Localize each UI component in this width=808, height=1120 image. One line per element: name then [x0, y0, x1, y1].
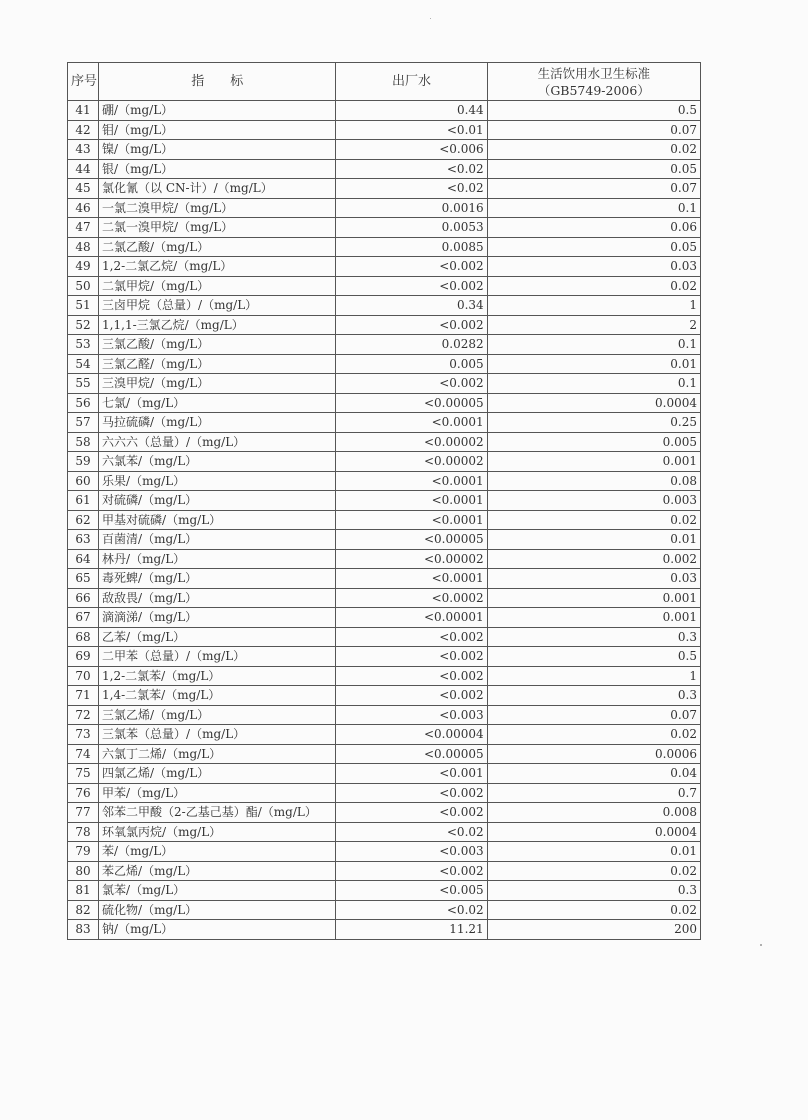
row-number: 81 [68, 881, 99, 901]
outlet-value: <0.00002 [336, 432, 487, 452]
table-row [68, 666, 701, 686]
standard-limit: 0.02 [487, 510, 700, 530]
outlet-value: <0.01 [336, 120, 487, 140]
row-number: 68 [68, 627, 99, 647]
table-row [68, 374, 701, 394]
table-header-row [68, 63, 701, 101]
indicator-name: 钠/（mg/L） [99, 920, 336, 940]
standard-limit: 0.01 [487, 354, 700, 374]
table-row [68, 510, 701, 530]
outlet-value: 11.21 [336, 920, 487, 940]
row-number: 71 [68, 686, 99, 706]
table-row [68, 588, 701, 608]
row-number: 73 [68, 725, 99, 745]
standard-limit: 0.06 [487, 218, 700, 238]
standard-limit: 0.02 [487, 140, 700, 160]
row-number: 78 [68, 822, 99, 842]
outlet-value: 0.0282 [336, 335, 487, 355]
table-row [68, 822, 701, 842]
indicator-name: 二甲苯（总量）/（mg/L） [99, 647, 336, 667]
row-number: 69 [68, 647, 99, 667]
outlet-value: <0.00005 [336, 393, 487, 413]
outlet-value: <0.00005 [336, 530, 487, 550]
table-row [68, 432, 701, 452]
standard-limit: 0.001 [487, 588, 700, 608]
row-number: 55 [68, 374, 99, 394]
indicator-name: 七氯/（mg/L） [99, 393, 336, 413]
outlet-value: <0.002 [336, 627, 487, 647]
row-number: 80 [68, 861, 99, 881]
standard-limit: 0.05 [487, 237, 700, 257]
indicator-name: 镍/（mg/L） [99, 140, 336, 160]
indicator-name: 邻苯二甲酸（2-乙基己基）酯/（mg/L） [99, 803, 336, 823]
table-row [68, 627, 701, 647]
row-number: 44 [68, 159, 99, 179]
table-row [68, 608, 701, 628]
outlet-value: <0.005 [336, 881, 487, 901]
table-row [68, 101, 701, 121]
standard-limit: 0.04 [487, 764, 700, 784]
row-number: 52 [68, 315, 99, 335]
outlet-value: <0.002 [336, 803, 487, 823]
row-number: 70 [68, 666, 99, 686]
indicator-name: 硫化物/（mg/L） [99, 900, 336, 920]
table-row [68, 764, 701, 784]
row-number: 41 [68, 101, 99, 121]
table-row [68, 842, 701, 862]
indicator-name: 苯/（mg/L） [99, 842, 336, 862]
scan-speck [760, 944, 762, 946]
row-number: 45 [68, 179, 99, 199]
standard-limit: 0.07 [487, 705, 700, 725]
table-row [68, 159, 701, 179]
table-row [68, 315, 701, 335]
standard-limit: 0.0004 [487, 822, 700, 842]
standard-limit: 0.003 [487, 491, 700, 511]
row-number: 64 [68, 549, 99, 569]
indicator-name: 六六六（总量）/（mg/L） [99, 432, 336, 452]
outlet-value: <0.0001 [336, 569, 487, 589]
outlet-value: <0.00005 [336, 744, 487, 764]
table-row [68, 491, 701, 511]
indicator-name: 四氯乙烯/（mg/L） [99, 764, 336, 784]
standard-limit: 0.3 [487, 686, 700, 706]
outlet-value: <0.00004 [336, 725, 487, 745]
table-row [68, 569, 701, 589]
table-row [68, 198, 701, 218]
outlet-value: <0.002 [336, 374, 487, 394]
row-number: 46 [68, 198, 99, 218]
outlet-value: <0.0001 [336, 491, 487, 511]
row-number: 83 [68, 920, 99, 940]
indicator-name: 百菌清/（mg/L） [99, 530, 336, 550]
outlet-value: 0.34 [336, 296, 487, 316]
indicator-name: 敌敌畏/（mg/L） [99, 588, 336, 608]
indicator-name: 一氯二溴甲烷/（mg/L） [99, 198, 336, 218]
outlet-value: <0.002 [336, 647, 487, 667]
table-row [68, 471, 701, 491]
indicator-name: 甲苯/（mg/L） [99, 783, 336, 803]
indicator-name: 乙苯/（mg/L） [99, 627, 336, 647]
row-number: 56 [68, 393, 99, 413]
outlet-value: <0.003 [336, 842, 487, 862]
indicator-name: 1,4-二氯苯/（mg/L） [99, 686, 336, 706]
standard-limit: 0.02 [487, 861, 700, 881]
table-row [68, 179, 701, 199]
row-number: 50 [68, 276, 99, 296]
table-row [68, 725, 701, 745]
row-number: 61 [68, 491, 99, 511]
table-row [68, 744, 701, 764]
table-row [68, 530, 701, 550]
row-number: 49 [68, 257, 99, 277]
indicator-name: 1,2-二氯乙烷/（mg/L） [99, 257, 336, 277]
standard-limit: 1 [487, 296, 700, 316]
indicator-name: 钼/（mg/L） [99, 120, 336, 140]
indicator-name: 苯乙烯/（mg/L） [99, 861, 336, 881]
outlet-value: 0.44 [336, 101, 487, 121]
standard-limit: 0.05 [487, 159, 700, 179]
table-row [68, 920, 701, 940]
outlet-value: <0.002 [336, 315, 487, 335]
table-row [68, 647, 701, 667]
outlet-value: <0.002 [336, 686, 487, 706]
indicator-name: 马拉硫磷/（mg/L） [99, 413, 336, 433]
table-row [68, 686, 701, 706]
standard-limit: 2 [487, 315, 700, 335]
row-number: 59 [68, 452, 99, 472]
indicator-name: 氯苯/（mg/L） [99, 881, 336, 901]
standard-limit: 0.001 [487, 608, 700, 628]
table-row [68, 803, 701, 823]
indicator-name: 二氯一溴甲烷/（mg/L） [99, 218, 336, 238]
row-number: 74 [68, 744, 99, 764]
header-outlet-water: 出厂水 [336, 63, 487, 101]
row-number: 67 [68, 608, 99, 628]
outlet-value: 0.0053 [336, 218, 487, 238]
table-row [68, 296, 701, 316]
header-standard [487, 63, 700, 101]
standard-limit: 200 [487, 920, 700, 940]
row-number: 75 [68, 764, 99, 784]
standard-limit: 0.07 [487, 179, 700, 199]
table-row [68, 783, 701, 803]
row-number: 72 [68, 705, 99, 725]
table-row [68, 393, 701, 413]
outlet-value: <0.00002 [336, 452, 487, 472]
standard-limit: 0.07 [487, 120, 700, 140]
outlet-value: 0.0085 [336, 237, 487, 257]
water-quality-table [67, 62, 701, 940]
outlet-value: <0.002 [336, 276, 487, 296]
indicator-name: 环氧氯丙烷/（mg/L） [99, 822, 336, 842]
standard-limit: 0.02 [487, 900, 700, 920]
indicator-name: 二氯乙酸/（mg/L） [99, 237, 336, 257]
outlet-value: <0.002 [336, 861, 487, 881]
table-row [68, 237, 701, 257]
standard-limit: 0.01 [487, 842, 700, 862]
standard-limit: 0.25 [487, 413, 700, 433]
indicator-name: 乐果/（mg/L） [99, 471, 336, 491]
outlet-value: <0.02 [336, 159, 487, 179]
outlet-value: <0.0001 [336, 413, 487, 433]
row-number: 48 [68, 237, 99, 257]
row-number: 54 [68, 354, 99, 374]
standard-limit: 0.008 [487, 803, 700, 823]
table-row [68, 257, 701, 277]
indicator-name: 三氯苯（总量）/（mg/L） [99, 725, 336, 745]
row-number: 62 [68, 510, 99, 530]
indicator-name: 1,2-二氯苯/（mg/L） [99, 666, 336, 686]
standard-limit: 0.005 [487, 432, 700, 452]
standard-limit: 0.08 [487, 471, 700, 491]
outlet-value: <0.0002 [336, 588, 487, 608]
row-number: 60 [68, 471, 99, 491]
row-number: 58 [68, 432, 99, 452]
table-row [68, 218, 701, 238]
standard-limit: 0.001 [487, 452, 700, 472]
row-number: 57 [68, 413, 99, 433]
standard-limit: 0.03 [487, 569, 700, 589]
header-indicator: 指 标 [99, 63, 336, 101]
indicator-name: 三氯乙醛/（mg/L） [99, 354, 336, 374]
standard-limit: 0.5 [487, 647, 700, 667]
indicator-name: 三氯乙烯/（mg/L） [99, 705, 336, 725]
standard-limit: 0.0004 [487, 393, 700, 413]
indicator-name: 滴滴涕/（mg/L） [99, 608, 336, 628]
table-row [68, 881, 701, 901]
outlet-value: <0.00001 [336, 608, 487, 628]
indicator-name: 1,1,1-三氯乙烷/（mg/L） [99, 315, 336, 335]
header-standard-code: （GB5749-2006） [537, 82, 650, 98]
indicator-name: 三卤甲烷（总量）/（mg/L） [99, 296, 336, 316]
table-row [68, 705, 701, 725]
outlet-value: <0.002 [336, 257, 487, 277]
table-row [68, 140, 701, 160]
indicator-name: 甲基对硫磷/（mg/L） [99, 510, 336, 530]
standard-limit: 0.002 [487, 549, 700, 569]
row-number: 79 [68, 842, 99, 862]
table-row [68, 335, 701, 355]
table-row [68, 276, 701, 296]
outlet-value: <0.002 [336, 783, 487, 803]
indicator-name: 六氯苯/（mg/L） [99, 452, 336, 472]
table-row [68, 861, 701, 881]
standard-limit: 0.03 [487, 257, 700, 277]
table-row [68, 413, 701, 433]
standard-limit: 0.1 [487, 335, 700, 355]
row-number: 43 [68, 140, 99, 160]
indicator-name: 银/（mg/L） [99, 159, 336, 179]
header-standard-title: 生活饮用水卫生标准 [537, 65, 651, 81]
row-number: 51 [68, 296, 99, 316]
indicator-name: 对硫磷/（mg/L） [99, 491, 336, 511]
row-number: 53 [68, 335, 99, 355]
standard-limit: 0.02 [487, 725, 700, 745]
outlet-value: <0.02 [336, 179, 487, 199]
standard-limit: 0.3 [487, 881, 700, 901]
outlet-value: <0.00002 [336, 549, 487, 569]
standard-limit: 0.1 [487, 198, 700, 218]
standard-limit: 0.0006 [487, 744, 700, 764]
outlet-value: <0.001 [336, 764, 487, 784]
outlet-value: <0.002 [336, 666, 487, 686]
row-number: 77 [68, 803, 99, 823]
indicator-name: 硼/（mg/L） [99, 101, 336, 121]
standard-limit: 0.01 [487, 530, 700, 550]
outlet-value: <0.003 [336, 705, 487, 725]
table-row [68, 354, 701, 374]
indicator-name: 氯化氰（以 CN-计）/（mg/L） [99, 179, 336, 199]
row-number: 47 [68, 218, 99, 238]
standard-limit: 0.5 [487, 101, 700, 121]
row-number: 66 [68, 588, 99, 608]
row-number: 63 [68, 530, 99, 550]
outlet-value: <0.02 [336, 822, 487, 842]
scan-speck [430, 18, 431, 19]
indicator-name: 三氯乙酸/（mg/L） [99, 335, 336, 355]
indicator-name: 六氯丁二烯/（mg/L） [99, 744, 336, 764]
indicator-name: 二氯甲烷/（mg/L） [99, 276, 336, 296]
row-number: 82 [68, 900, 99, 920]
indicator-name: 毒死蜱/（mg/L） [99, 569, 336, 589]
outlet-value: <0.0001 [336, 471, 487, 491]
header-seq: 序号 [68, 63, 99, 101]
outlet-value: 0.005 [336, 354, 487, 374]
standard-limit: 0.7 [487, 783, 700, 803]
indicator-name: 林丹/（mg/L） [99, 549, 336, 569]
indicator-name: 三溴甲烷/（mg/L） [99, 374, 336, 394]
outlet-value: <0.02 [336, 900, 487, 920]
row-number: 42 [68, 120, 99, 140]
standard-limit: 0.1 [487, 374, 700, 394]
table-row [68, 452, 701, 472]
table-row [68, 120, 701, 140]
standard-limit: 0.02 [487, 276, 700, 296]
table-row [68, 549, 701, 569]
outlet-value: <0.006 [336, 140, 487, 160]
row-number: 65 [68, 569, 99, 589]
standard-limit: 0.3 [487, 627, 700, 647]
outlet-value: 0.0016 [336, 198, 487, 218]
outlet-value: <0.0001 [336, 510, 487, 530]
row-number: 76 [68, 783, 99, 803]
table-row [68, 900, 701, 920]
standard-limit: 1 [487, 666, 700, 686]
